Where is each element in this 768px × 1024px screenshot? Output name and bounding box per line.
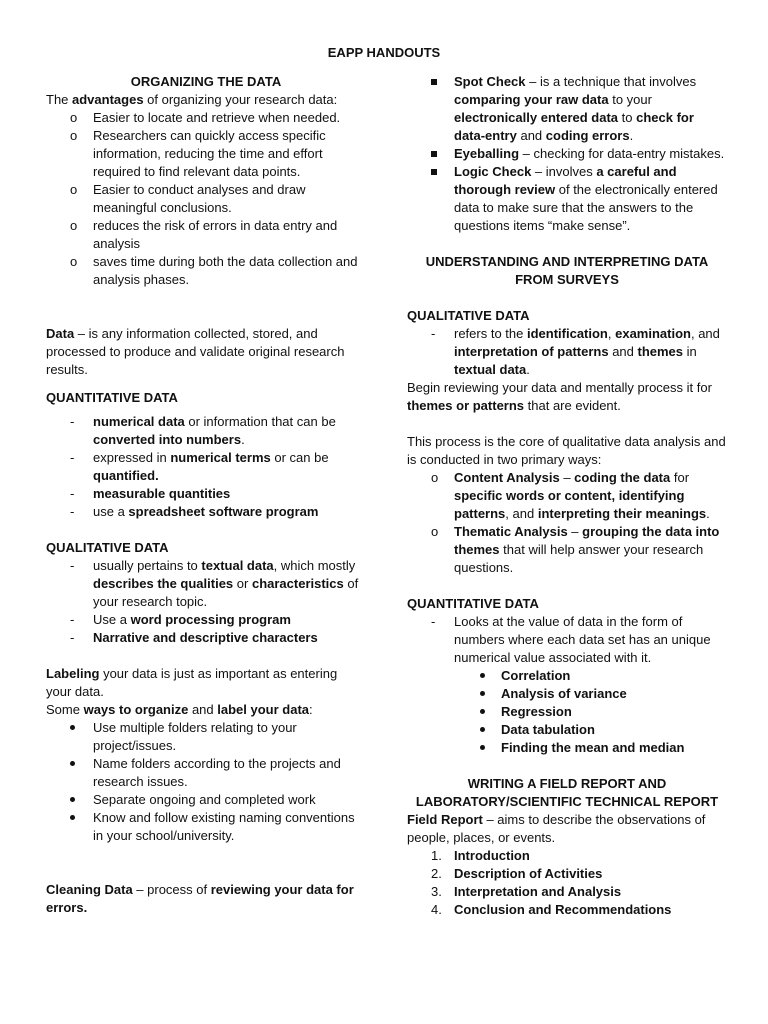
list-item-run: word processing program — [130, 612, 291, 627]
begin-paragraph — [407, 379, 727, 415]
list-item: o Researchers can quickly access specific information, reducing the time and effort required to find relevant data points. — [46, 127, 366, 181]
list-item-run: expressed in — [93, 450, 171, 465]
section-heading-quantitative-right: QUANTITATIVE DATA — [407, 596, 539, 611]
list-item — [407, 469, 727, 523]
list-item-run: use a — [93, 504, 129, 519]
list-item — [46, 629, 366, 647]
list-item — [46, 503, 366, 521]
ways-intro-run: and — [188, 702, 218, 717]
list-item: Use multiple folders relating to your project/issues. — [46, 719, 366, 755]
list-item — [46, 449, 366, 485]
advantages-intro-run: The — [46, 92, 73, 107]
section-heading-qualitative: QUALITATIVE DATA — [46, 540, 169, 555]
quantitative-right-list — [407, 613, 727, 667]
list-item-run: – — [559, 470, 575, 485]
list-item: 2. Description of Activities — [407, 865, 727, 883]
list-item-run: coding errors — [545, 128, 630, 143]
section-heading-quantitative: QUANTITATIVE DATA — [46, 390, 178, 405]
list-item — [407, 325, 727, 379]
list-item-run: Narrative and descriptive characters — [93, 630, 318, 645]
qualitative-list — [46, 557, 366, 647]
begin-paragraph-run: themes or patterns — [407, 398, 525, 413]
list-item-run: converted into numbers — [93, 432, 242, 447]
section-heading-understanding: UNDERSTANDING AND INTERPRETING DATA FROM SURVEYS — [425, 254, 709, 287]
list-item: o saves time during both the data collection and analysis phases. — [46, 253, 366, 289]
list-item-run: and — [516, 128, 546, 143]
list-item-run: and — [608, 344, 638, 359]
list-item — [407, 163, 727, 235]
list-item: o Easier to locate and retrieve when needed. — [46, 109, 366, 127]
list-item-run: that will help answer your research questions. — [454, 542, 704, 575]
data-definition — [46, 325, 366, 379]
list-item-run: comparing your raw data — [454, 92, 609, 107]
list-item-run: spreadsheet software program — [128, 504, 319, 519]
list-item-run: characteristics — [251, 576, 344, 591]
list-item-run: Looks at the value of data in the form of numbers where each data set has an unique numerical value associated with it. — [454, 614, 711, 665]
left-column — [46, 73, 366, 917]
labeling-paragraph — [46, 665, 366, 701]
list-item-run: usually pertains to — [93, 558, 202, 573]
advantages-intro — [46, 91, 366, 109]
list-item-run: – — [567, 524, 583, 539]
list-item-run: for — [670, 470, 690, 485]
list-item-run: – is a technique that involves — [525, 74, 697, 89]
list-item — [407, 613, 727, 667]
analysis-list — [407, 469, 727, 577]
list-item — [46, 413, 366, 449]
advantages-list — [46, 109, 366, 289]
list-item-run: . — [241, 432, 245, 447]
list-item: Analysis of variance — [407, 685, 727, 703]
field-report-paragraph — [407, 811, 727, 847]
page-title: EAPP HANDOUTS — [327, 45, 441, 60]
list-item-run: Content Analysis — [454, 470, 560, 485]
list-item-run: . — [526, 362, 530, 377]
list-item-run: quantified. — [93, 468, 159, 483]
cleaning-data-paragraph-run: – process of — [132, 882, 211, 897]
data-definition-run: – is any information collected, stored, and processed to produce and validate original research results. — [46, 326, 345, 377]
list-item: Know and follow existing naming conventions in your school/university. — [46, 809, 366, 845]
list-item: Separate ongoing and completed work — [46, 791, 366, 809]
list-item — [46, 485, 366, 503]
list-item-run: or can be — [270, 450, 329, 465]
list-item-run: – checking for data-entry mistakes. — [519, 146, 725, 161]
list-item-run: identification — [526, 326, 608, 341]
begin-paragraph-run: Begin reviewing your data and mentally process it for — [407, 380, 712, 395]
begin-paragraph-run: that are evident. — [524, 398, 621, 413]
list-item-run: numerical terms — [170, 450, 271, 465]
list-item: o Easier to conduct analyses and draw meaningful conclusions. — [46, 181, 366, 217]
ways-list — [46, 719, 366, 845]
ways-intro-run: ways to organize — [83, 702, 189, 717]
list-item-run: in — [683, 344, 697, 359]
list-item-run: interpreting their meanings — [537, 506, 707, 521]
list-item: o reduces the risk of errors in data entry and analysis — [46, 217, 366, 253]
list-item: Name folders according to the projects and research issues. — [46, 755, 366, 791]
cleaning-data-paragraph-run: reviewing your data for errors. — [46, 882, 354, 915]
list-item-run: describes the qualities — [93, 576, 234, 591]
list-item-run: interpretation of patterns — [454, 344, 609, 359]
list-item: 1. Introduction — [407, 847, 727, 865]
checks-list — [407, 73, 727, 235]
list-item: Finding the mean and median — [407, 739, 727, 757]
list-item-run: . — [706, 506, 710, 521]
list-item-run: specific words or content, identifying patterns — [454, 488, 685, 521]
list-item-run: grouping the data into themes — [454, 524, 720, 557]
list-item: 3. Interpretation and Analysis — [407, 883, 727, 901]
list-item-run: textual data — [201, 558, 274, 573]
list-item-run: Logic Check — [454, 164, 532, 179]
field-report-paragraph-run: Field Report — [407, 812, 483, 827]
list-item-run: check for data-entry — [454, 110, 694, 143]
cleaning-data-paragraph — [46, 881, 366, 917]
advantages-intro-run: of organizing your research data: — [143, 92, 338, 107]
ways-intro-run: label your data — [217, 702, 309, 717]
list-item-run: , and — [505, 506, 538, 521]
list-item-run: of the electronically entered data to make sure that the answers to the questions items “make sense”. — [454, 182, 718, 233]
list-item: Data tabulation — [407, 721, 727, 739]
list-item-run: , which mostly — [273, 558, 356, 573]
cleaning-data-paragraph-run: Cleaning Data — [46, 882, 133, 897]
list-item-run: coding the data — [574, 470, 671, 485]
advantages-intro-run: advantages — [72, 92, 144, 107]
right-column — [407, 73, 727, 919]
methods-list — [407, 667, 727, 757]
data-definition-run: Data — [46, 326, 75, 341]
list-item-run: measurable quantities — [93, 486, 231, 501]
section-heading-qualitative-right: QUALITATIVE DATA — [407, 308, 530, 323]
list-item-run: electronically entered data — [454, 110, 619, 125]
list-item-run: textual data — [454, 362, 527, 377]
list-item — [407, 145, 727, 163]
ways-intro — [46, 701, 366, 719]
ways-intro-run: : — [309, 702, 313, 717]
report-parts-list — [407, 847, 727, 919]
qualitative-right-list — [407, 325, 727, 379]
list-item-run: a careful and thorough review — [454, 164, 677, 197]
field-report-paragraph-run: – aims to describe the observations of people, places, or events. — [407, 812, 706, 845]
list-item-run: of your research topic. — [93, 576, 359, 609]
quantitative-list — [46, 413, 366, 521]
list-item — [407, 73, 727, 145]
list-item-run: Use a — [93, 612, 131, 627]
list-item-run: , and — [690, 326, 720, 341]
ways-intro-run: Some — [46, 702, 84, 717]
list-item-run: numerical data — [93, 414, 185, 429]
labeling-paragraph-run: your data is just as important as entering your data. — [46, 666, 338, 699]
section-heading-writing: WRITING A FIELD REPORT AND LABORATORY/SCIENTIFIC TECHNICAL REPORT — [415, 776, 719, 809]
list-item-run: , — [607, 326, 616, 341]
labeling-paragraph-run: Labeling — [46, 666, 100, 681]
list-item — [46, 611, 366, 629]
list-item-run: examination — [615, 326, 691, 341]
list-item-run: Thematic Analysis — [454, 524, 568, 539]
list-item: Regression — [407, 703, 727, 721]
list-item-run: – involves — [531, 164, 597, 179]
list-item-run: to — [618, 110, 637, 125]
list-item-run: to your — [608, 92, 652, 107]
process-paragraph: This process is the core of qualitative data analysis and is conducted in two primary ways: — [407, 434, 726, 467]
list-item — [407, 523, 727, 577]
list-item-run: Eyeballing — [454, 146, 520, 161]
list-item-run: themes — [637, 344, 684, 359]
list-item-run: . — [629, 128, 634, 143]
section-heading-organizing: ORGANIZING THE DATA — [130, 74, 282, 89]
list-item — [46, 557, 366, 611]
list-item-run: or — [233, 576, 252, 591]
list-item-run: refers to the — [454, 326, 527, 341]
list-item: Correlation — [407, 667, 727, 685]
list-item-run: or information that can be — [184, 414, 336, 429]
list-item: 4. Conclusion and Recommendations — [407, 901, 727, 919]
list-item-run: Spot Check — [454, 74, 526, 89]
